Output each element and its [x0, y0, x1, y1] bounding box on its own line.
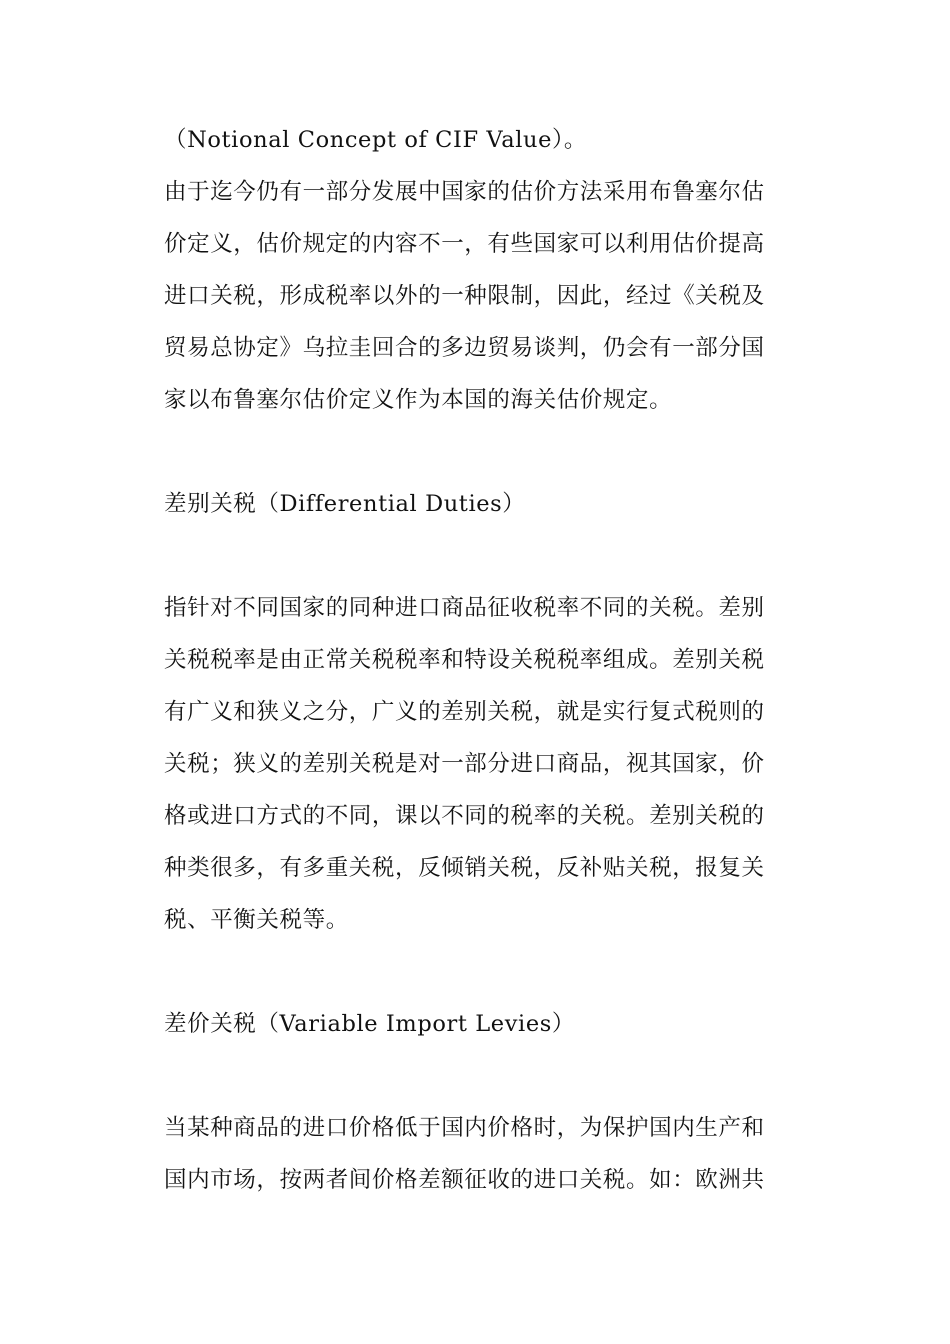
paragraph-variable-import-levies: [164, 1102, 798, 1206]
text-line: 国内市场，按两者间价格差额征收的进口关税。如：欧洲共: [164, 1167, 765, 1193]
text-line: 进口关税，形成税率以外的一种限制，因此，经过《关税及: [164, 283, 765, 309]
text-line: 指针对不同国家的同种进口商品征收税率不同的关税。差别: [164, 595, 765, 621]
text-line: 家以布鲁塞尔估价定义作为本国的海关估价规定。: [164, 387, 673, 413]
text-line: 税、平衡关税等。: [164, 907, 349, 933]
text-line: 贸易总协定》乌拉圭回合的多边贸易谈判，仍会有一部分国: [164, 335, 765, 361]
text-line: （Notional Concept of CIF Value）。: [164, 127, 587, 153]
section-heading: 差价关税（Variable Import Levies）: [164, 1011, 575, 1037]
text-line: 价定义，估价规定的内容不一，有些国家可以利用估价提高: [164, 231, 765, 257]
text-line: 关税；狭义的差别关税是对一部分进口商品，视其国家，价: [164, 751, 765, 777]
section-heading-variable-import-levies: [164, 998, 798, 1050]
section-heading-differential-duties: [164, 478, 798, 530]
text-line: 有广义和狭义之分，广义的差别关税，就是实行复式税则的: [164, 699, 765, 725]
text-line: 格或进口方式的不同，课以不同的税率的关税。差别关税的: [164, 803, 765, 829]
paragraph-differential-duties: [164, 582, 798, 946]
text-line: 由于迄今仍有一部分发展中国家的估价方法采用布鲁塞尔估: [164, 179, 765, 205]
paragraph-cif-value-continuation: [164, 114, 798, 426]
section-heading: 差别关税（Differential Duties）: [164, 491, 526, 517]
text-line: 当某种商品的进口价格低于国内价格时，为保护国内生产和: [164, 1115, 765, 1141]
text-line: 关税税率是由正常关税税率和特设关税税率组成。差别关税: [164, 647, 765, 673]
text-line: 种类很多，有多重关税，反倾销关税，反补贴关税，报复关: [164, 855, 765, 881]
